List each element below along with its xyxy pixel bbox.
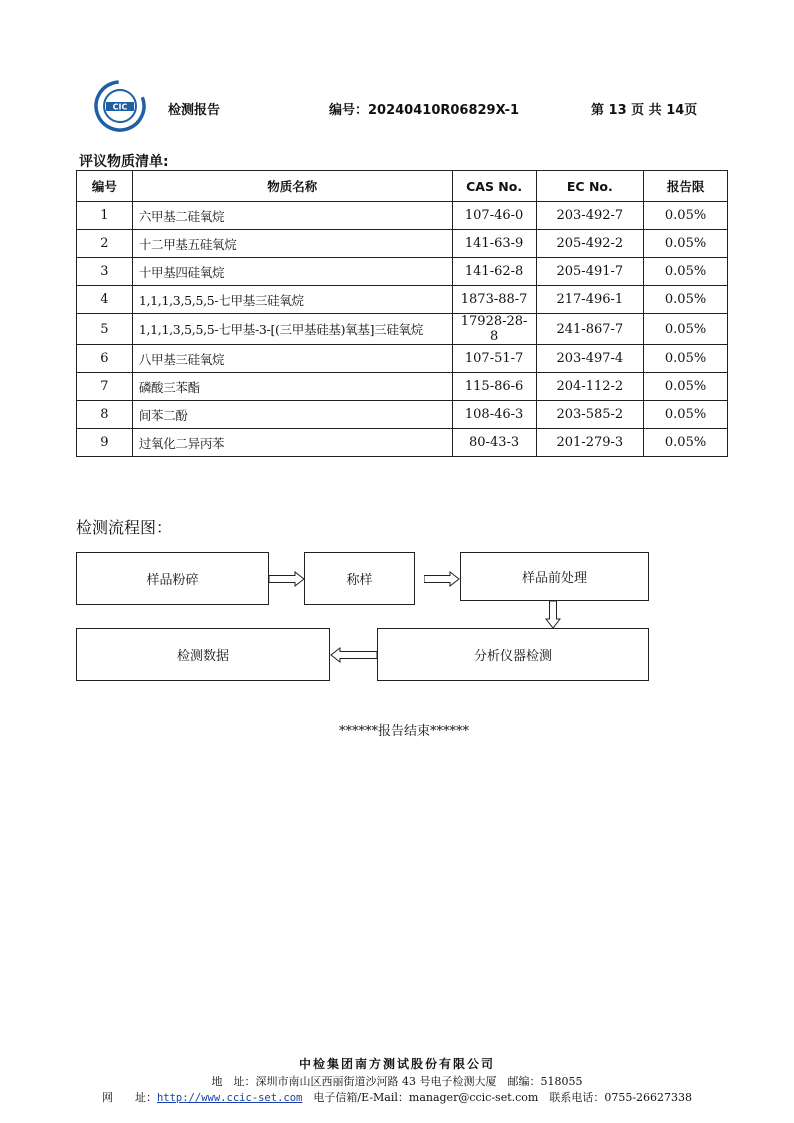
table-row [77, 314, 728, 345]
footer-company: 中检集团南方测试股份有限公司 [298, 1057, 495, 1071]
report-number: 编号：20240410R06829X-1 [329, 103, 520, 118]
cell-substance-name: 六甲基二硅氧烷 [132, 202, 452, 230]
table-row [77, 286, 728, 314]
footer-contact-line [0, 1089, 794, 1105]
cell-cas-no: 1873-88-7 [452, 286, 536, 314]
table-row [77, 429, 728, 457]
svg-text:CIC: CIC [112, 102, 128, 112]
cell-ec-no: 217-496-1 [536, 286, 644, 314]
footer-web-link[interactable]: http://www.ccic-set.com [156, 1092, 303, 1104]
cell-report-limit: 0.05% [644, 230, 728, 258]
table-row [77, 258, 728, 286]
column-header-no: 编号 [77, 171, 133, 202]
cell-ec-no: 205-492-2 [536, 230, 644, 258]
cell-cas-no: 80-43-3 [452, 429, 536, 457]
cell-substance-name: 过氧化二异丙苯 [132, 429, 452, 457]
cell-cas-no: 141-62-8 [452, 258, 536, 286]
right-arrow-icon [269, 571, 305, 587]
cell-report-limit: 0.05% [644, 286, 728, 314]
footer-contact: 电子信箱/E-Mail：manager@ccic-set.com 联系电话：0755-26627338 [313, 1091, 693, 1104]
column-header-cas: CAS No. [452, 171, 536, 202]
cell-report-limit: 0.05% [644, 373, 728, 401]
cell-ec-no: 201-279-3 [536, 429, 644, 457]
right-arrow-icon [424, 571, 460, 587]
table-row [77, 401, 728, 429]
cell-no: 6 [77, 345, 133, 373]
cell-ec-no: 203-492-7 [536, 202, 644, 230]
left-arrow-icon [330, 647, 378, 663]
substance-table [76, 170, 728, 457]
flow-step-label: 样品前处理 [521, 571, 587, 586]
table-header-row [77, 171, 728, 202]
flow-step-label: 分析仪器检测 [473, 649, 552, 664]
flow-step-instrument-analysis [377, 628, 649, 681]
cell-ec-no: 205-491-7 [536, 258, 644, 286]
cell-cas-no: 107-46-0 [452, 202, 536, 230]
flow-step-test-data [76, 628, 330, 681]
cic-logo [94, 80, 146, 132]
down-arrow-icon [545, 601, 561, 629]
cell-no: 2 [77, 230, 133, 258]
cell-report-limit: 0.05% [644, 314, 728, 345]
flow-step-label: 检测数据 [176, 649, 229, 664]
cell-no: 4 [77, 286, 133, 314]
column-header-ec: EC No. [536, 171, 644, 202]
report-title: 检测报告 [168, 103, 221, 118]
footer-address: 地 址：深圳市南山区西丽街道沙河路 43 号电子检测大厦 邮编：518055 [211, 1075, 583, 1088]
footer-web-label: 网 址： [101, 1091, 157, 1104]
cell-no: 9 [77, 429, 133, 457]
cell-ec-no: 203-585-2 [536, 401, 644, 429]
table-row [77, 202, 728, 230]
cell-no: 1 [77, 202, 133, 230]
cell-no: 5 [77, 314, 133, 345]
cell-ec-no: 241-867-7 [536, 314, 644, 345]
table-row [77, 345, 728, 373]
table-row [77, 373, 728, 401]
cell-cas-no: 17928-28-8 [452, 314, 536, 345]
cell-cas-no: 141-63-9 [452, 230, 536, 258]
flow-step-weighing [304, 552, 415, 605]
cell-no: 7 [77, 373, 133, 401]
cell-cas-no: 107-51-7 [452, 345, 536, 373]
cell-substance-name: 十二甲基五硅氧烷 [132, 230, 452, 258]
cell-substance-name: 磷酸三苯酯 [132, 373, 452, 401]
column-header-name: 物质名称 [132, 171, 452, 202]
cell-no: 3 [77, 258, 133, 286]
cell-no: 8 [77, 401, 133, 429]
cell-report-limit: 0.05% [644, 258, 728, 286]
cell-substance-name: 八甲基三硅氧烷 [132, 345, 452, 373]
cell-report-limit: 0.05% [644, 401, 728, 429]
cell-report-limit: 0.05% [644, 202, 728, 230]
flow-step-label: 称样 [346, 573, 373, 588]
substance-list-title: 评议物质清单: [79, 154, 169, 170]
flow-step-grinding [76, 552, 269, 605]
flow-step-label: 样品粉碎 [146, 573, 199, 588]
report-end-marker: ******报告结束****** [338, 724, 469, 739]
cell-substance-name: 1,1,1,3,5,5,5-七甲基三硅氧烷 [132, 286, 452, 314]
column-header-limit: 报告限 [644, 171, 728, 202]
table-row [77, 230, 728, 258]
cell-ec-no: 203-497-4 [536, 345, 644, 373]
flow-step-pretreatment [460, 552, 649, 601]
cell-ec-no: 204-112-2 [536, 373, 644, 401]
cell-report-limit: 0.05% [644, 429, 728, 457]
page-info: 第 13 页 共 14页 [591, 103, 698, 118]
cell-substance-name: 十甲基四硅氧烷 [132, 258, 452, 286]
cell-cas-no: 115-86-6 [452, 373, 536, 401]
cell-cas-no: 108-46-3 [452, 401, 536, 429]
flow-chart-title: 检测流程图： [76, 518, 173, 537]
cell-substance-name: 间苯二酚 [132, 401, 452, 429]
cell-substance-name: 1,1,1,3,5,5,5-七甲基-3-[(三甲基硅基)氧基]三硅氧烷 [132, 314, 452, 345]
cell-report-limit: 0.05% [644, 345, 728, 373]
